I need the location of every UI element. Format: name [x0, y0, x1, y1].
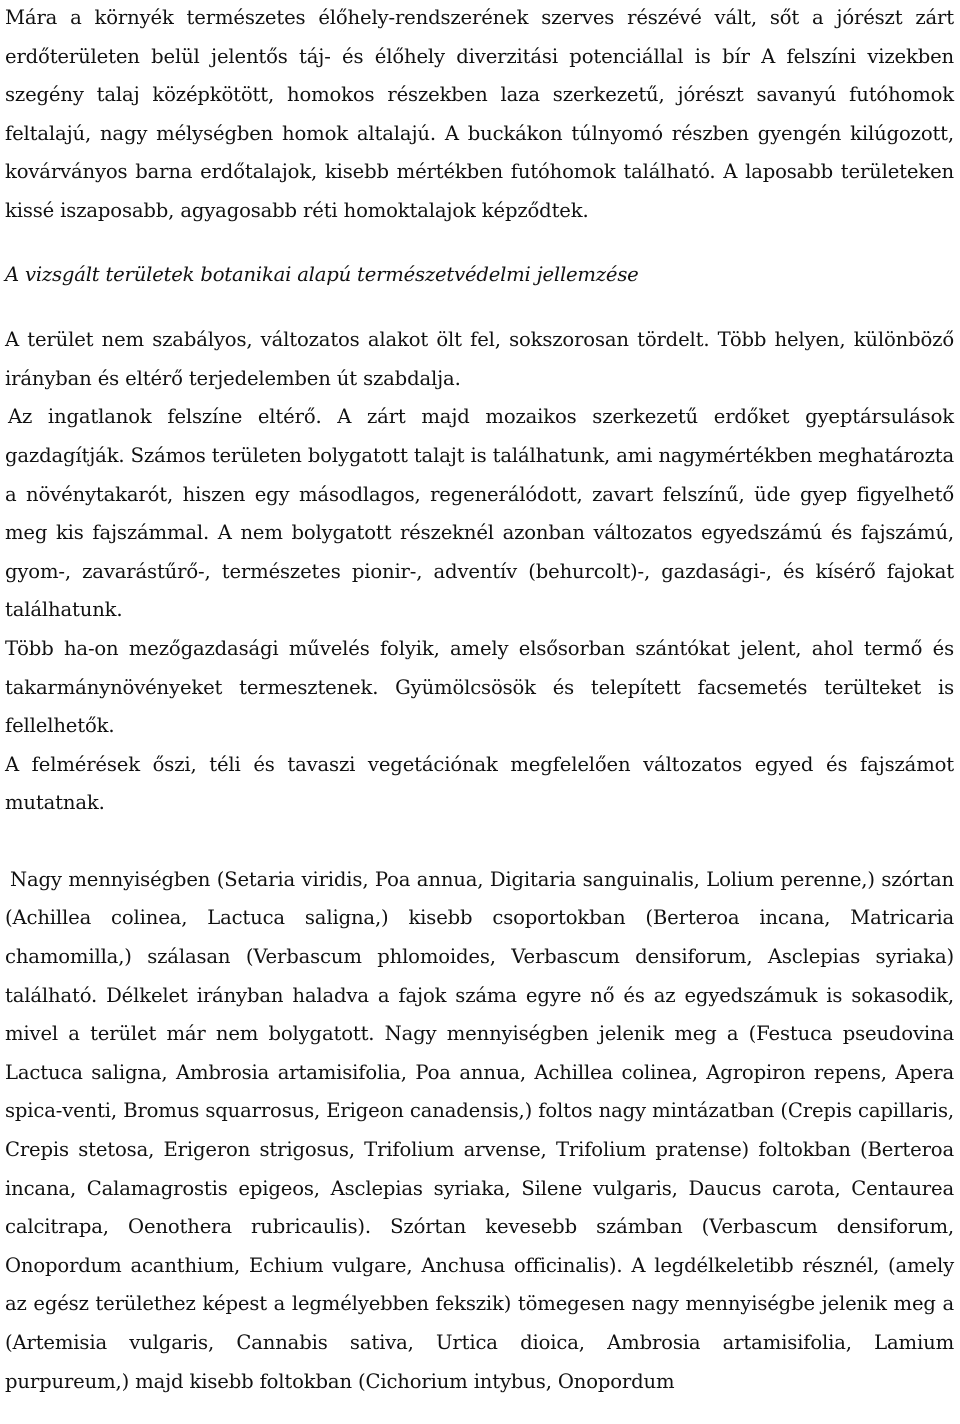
paragraph-species: Nagy mennyiségben (Setaria viridis, Poa annua, Digitaria sanguinalis, Lolium perenne,) szórtan (Achillea colinea, Lactuca saligna,) kisebb csoportokban (Berteroa incana, Matricaria chamomilla,) szálasan (Verbascum phlomoides, Verbascum densiforum, Asclepias syriaka) található. Délkelet irányban haladva a fajok száma egyre nő és az egyedszámuk is sokasodik, mivel a terület már nem bolygatott. Nagy mennyiségben jelenik meg a (Festuca pseudovina Lactuca saligna, Ambrosia artamisifolia, Poa annua, Achillea colinea, Agropiron repens, Apera spica-venti, Bromus squarrosus, Erigeon canadensis,) foltos nagy mintázatban (Crepis capillaris, Crepis stetosa, Erigeron strigosus, Trifolium arvense, Trifolium pratense) foltokban (Berteroa incana, Calamagrostis epigeos, Asclepias syriaka, Silene vulgaris, Daucus carota, Centaurea calcitrapa, Oenothera rubricaulis). Szórtan kevesebb számban (Verbascum densiforum, Onopordum acanthium, Echium vulgare, Anchusa officinalis). A legdélkeletibb résznél, (amely az egész területhez képest a legmélyebben fekszik) tömegesen nagy mennyiségbe jelenik meg a (Artemisia vulgaris, Cannabis sativa, Urtica dioica, Ambrosia artamisifolia, Lamium purpureum,) majd kisebb foltokban (Cichorium intybus, Onopordum [5, 867, 954, 1393]
intro-paragraph: Mára a környék természetes élőhely-rendszerének szerves részévé vált, sőt a jórészt zárt erdőterületen belül jelentős táj- és élőhely diverzitási potenciállal is bír A felszíni vizekben szegény talaj középkötött, homokos részekben laza szerkezetű, jórészt savanyú futóhomok feltalajú, nagy mélységben homok altalajú. A buckákon túlnyomó részben gyengén kilúgozott, kovárványos barna erdőtalajok, kisebb mértékben futóhomok található. A laposabb területeken kissé iszaposabb, agyagosabb réti homoktalajok képződtek. [5, 6, 954, 222]
paragraph-agriculture: Több ha-on mezőgazdasági művelés folyik, amely elsősorban szántókat jelent, ahol termő és takarmánynövényeket termesztenek. Gyümölcsösök és telepített facsemetés terülteket is fellelhetők. [5, 636, 954, 738]
section-heading: A vizsgált területek botanikai alapú természetvédelmi jellemzése [5, 262, 639, 286]
paragraph-surveys: A felmérések őszi, téli és tavaszi vegetációnak megfelelően változatos egyed és fajszámot mutatnak. [5, 752, 954, 815]
paragraph-surface: Az ingatlanok felszíne eltérő. A zárt majd mozaikos szerkezetű erdőket gyeptársulások gazdagítják. Számos területen bolygatott talajt is találhatunk, ami nagymértékben meghatározta a növénytakarót, hiszen egy másodlagos, regenerálódott, zavart felszínű, üde gyep figyelhető meg kis fajszámmal. A nem bolygatott részeknél azonban változatos egyedszámú és fajszámú, gyom-, zavarástűrő-, természetes pionir-, adventív (behurcolt)-, gazdasági-, és kísérő fajokat találhatunk. [5, 405, 954, 622]
paragraph-shape: A terület nem szabályos, változatos alakot ölt fel, sokszorosan tördelt. Több helyen, különböző irányban és eltérő terjedelemben út szabdalja. [5, 328, 954, 390]
